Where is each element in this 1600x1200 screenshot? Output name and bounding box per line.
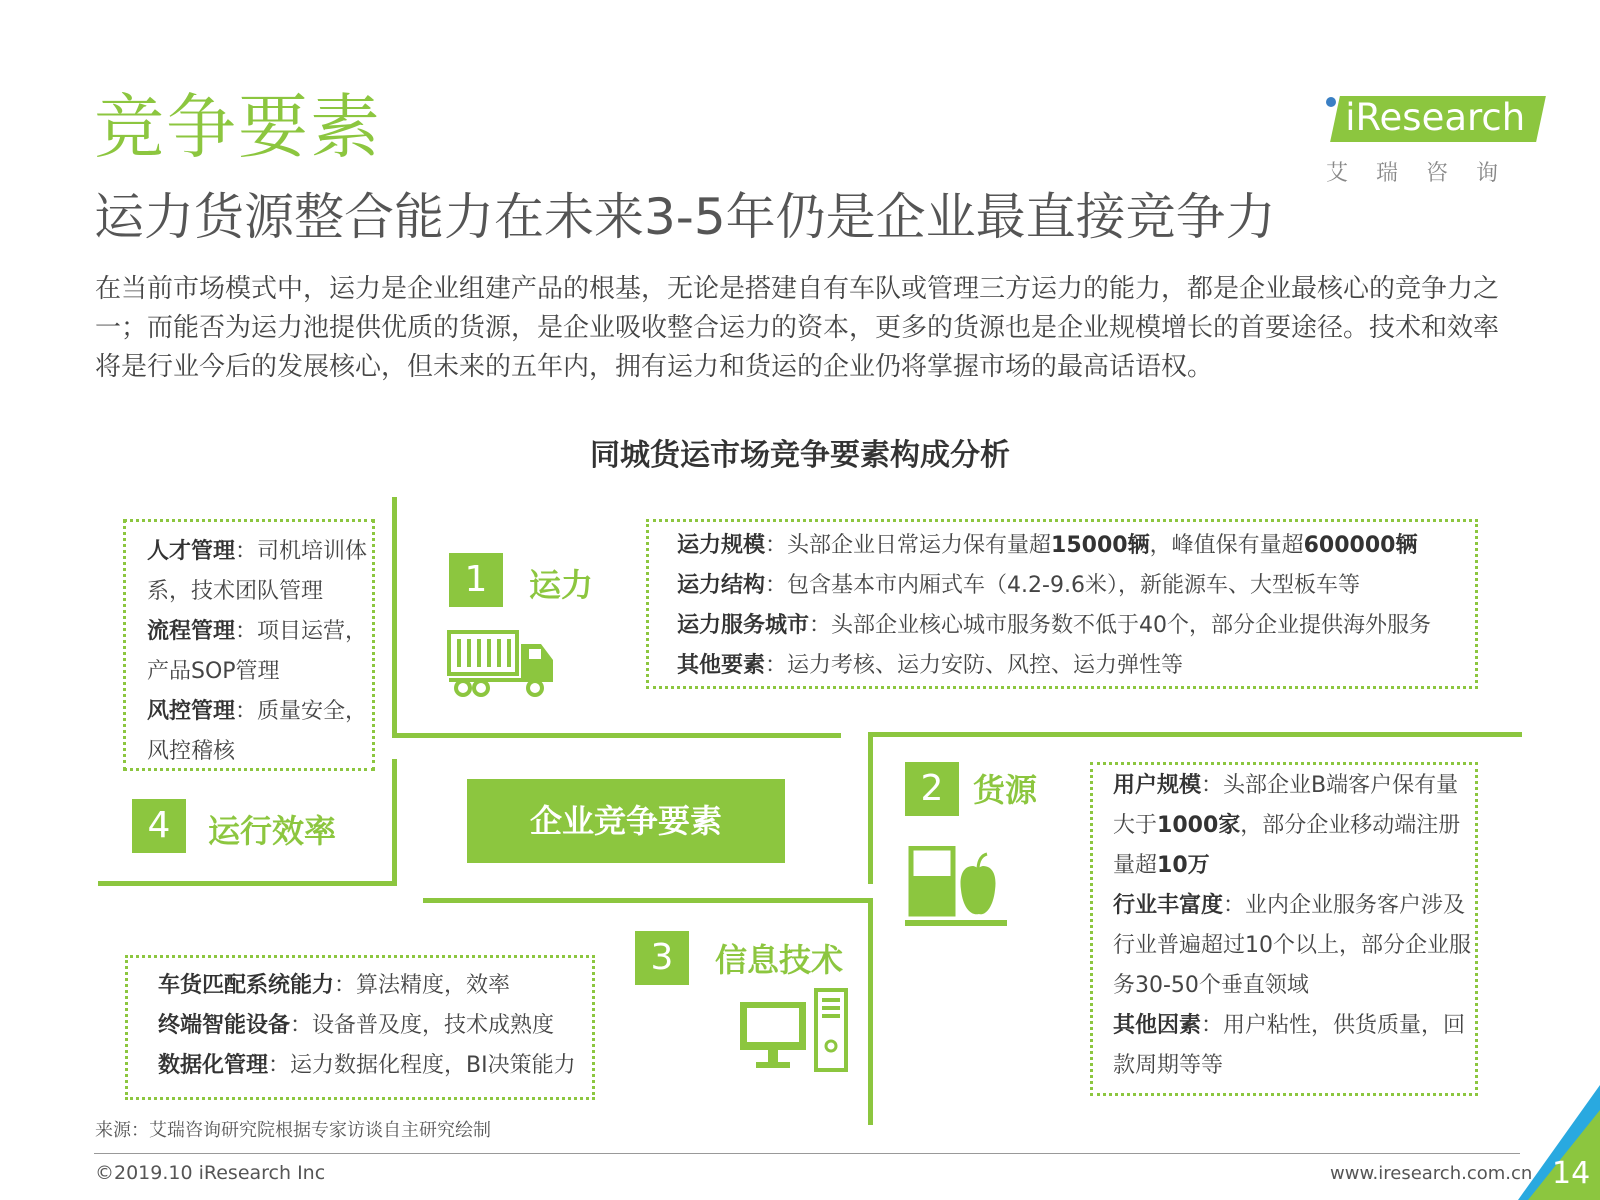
detail-text: ，部分企业移动端注册量超 xyxy=(1113,813,1461,878)
detail-text: 项目运营，产品SOP管理 xyxy=(147,619,368,684)
detail-separator: ： xyxy=(1223,893,1246,918)
section-number: 3 xyxy=(635,931,689,985)
detail-separator: ： xyxy=(765,573,788,598)
section-label-tech: 信息技术 xyxy=(715,941,844,979)
detail-item xyxy=(677,566,1475,606)
detail-item xyxy=(677,526,1475,566)
detail-text: 头部企业核心城市服务数不低于40个，部分企业提供海外服务 xyxy=(831,613,1432,638)
detail-text: 质量安全，风控稽核 xyxy=(147,699,368,764)
detail-item xyxy=(158,1006,592,1046)
divider-line xyxy=(98,881,397,886)
detail-text: 运力数据化程度，BI决策能力 xyxy=(290,1053,576,1078)
detail-item xyxy=(158,1046,592,1086)
detail-key: 数据化管理 xyxy=(158,1053,269,1078)
detail-item xyxy=(1113,1006,1475,1086)
section-label-capacity: 运力 xyxy=(529,566,594,604)
divider-line xyxy=(868,898,873,1125)
detail-separator: ： xyxy=(1201,1013,1224,1038)
detail-item xyxy=(158,966,592,1006)
detail-separator: ： xyxy=(235,619,258,644)
detail-key: 用户规模 xyxy=(1113,773,1202,798)
efficiency-details-box xyxy=(123,519,375,771)
detail-key: 运力规模 xyxy=(677,533,766,558)
truck-icon xyxy=(447,630,557,698)
diagram-title: 同城货运市场竞争要素构成分析 xyxy=(590,438,1010,473)
detail-key: 风控管理 xyxy=(147,699,236,724)
divider-line xyxy=(868,732,1522,737)
capacity-details-box xyxy=(646,519,1478,689)
detail-text: 用户粘性，供货质量，回款周期等等 xyxy=(1113,1013,1466,1078)
detail-separator: ： xyxy=(235,539,258,564)
detail-key: 行业丰富度 xyxy=(1113,893,1224,918)
detail-key: 终端智能设备 xyxy=(158,1013,291,1038)
detail-key: 车货匹配系统能力 xyxy=(158,973,335,998)
section-number: 1 xyxy=(449,553,503,607)
divider-line xyxy=(868,732,873,884)
website-link[interactable]: www.iresearch.com.cn xyxy=(1330,1163,1533,1184)
page-subtitle: 运力货源整合能力在未来3-5年仍是企业最直接竞争力 xyxy=(94,188,1276,246)
detail-item xyxy=(147,692,372,772)
detail-key: 其他因素 xyxy=(1113,1013,1202,1038)
detail-highlight: 15000辆 xyxy=(1051,533,1150,558)
detail-item xyxy=(677,646,1475,686)
divider-line xyxy=(392,497,397,737)
tech-details-box xyxy=(125,955,595,1100)
detail-text: 算法精度，效率 xyxy=(356,973,511,998)
detail-highlight: 1000家 xyxy=(1157,813,1241,838)
source-note: 来源：艾瑞咨询研究院根据专家访谈自主研究绘制 xyxy=(95,1120,491,1141)
divider-line xyxy=(392,733,841,738)
detail-separator: ： xyxy=(334,973,357,998)
detail-separator: ： xyxy=(765,653,788,678)
logo: iResearch xyxy=(1330,96,1546,142)
page-title: 竞争要素 xyxy=(94,86,382,168)
detail-key: 人才管理 xyxy=(147,539,236,564)
detail-highlight: 10万 xyxy=(1157,853,1210,878)
detail-item xyxy=(147,532,372,612)
detail-text: 业内企业服务客户涉及行业普遍超过10个以上，部分企业服务30-50个垂直领域 xyxy=(1113,893,1471,998)
divider-line xyxy=(392,759,397,885)
detail-text: 设备普及度，技术成熟度 xyxy=(312,1013,555,1038)
copyright: ©2019.10 iResearch Inc xyxy=(95,1162,326,1184)
detail-key: 运力结构 xyxy=(677,573,766,598)
supply-details-box xyxy=(1090,762,1478,1096)
detail-separator: ： xyxy=(268,1053,291,1078)
section-label-efficiency: 运行效率 xyxy=(208,812,337,850)
detail-separator: ： xyxy=(809,613,832,638)
detail-text: 运力考核、运力安防、风控、运力弹性等 xyxy=(787,653,1184,678)
intro-paragraph: 在当前市场模式中，运力是企业组建产品的根基，无论是搭建自有车队或管理三方运力的能力，都是企业最核心的竞争力之一；而能否为运力池提供优质的货源，是企业吸收整合运力的资本，更多的货源也是企业规模增长的首要途径。技术和效率将是行业今后的发展核心，但未来的五年内，拥有运力和货运的企业仍将掌握市场的最高话语权。 xyxy=(95,274,1500,382)
footer-divider xyxy=(94,1153,1520,1154)
section-number: 2 xyxy=(905,762,959,816)
detail-text: 司机培训体系，技术团队管理 xyxy=(147,539,368,604)
detail-text: 包含基本市内厢式车（4.2-9.6米），新能源车、大型板车等 xyxy=(787,573,1360,598)
detail-key: 运力服务城市 xyxy=(677,613,810,638)
detail-separator: ： xyxy=(235,699,258,724)
detail-text: 头部企业B端客户保有量大于 xyxy=(1113,773,1459,838)
computer-icon xyxy=(738,988,850,1074)
detail-separator: ： xyxy=(290,1013,313,1038)
detail-separator: ： xyxy=(1201,773,1224,798)
center-label: 企业竞争要素 xyxy=(467,779,785,863)
section-label-supply: 货源 xyxy=(973,771,1038,809)
divider-line xyxy=(423,898,873,903)
detail-separator: ： xyxy=(765,533,788,558)
detail-key: 流程管理 xyxy=(147,619,236,644)
detail-text: 头部企业日常运力保有量超 xyxy=(787,533,1052,558)
logo-subtitle: 艾瑞咨询 xyxy=(1326,161,1527,186)
detail-key: 其他要素 xyxy=(677,653,766,678)
food-icon xyxy=(905,846,1007,928)
detail-item xyxy=(147,612,372,692)
detail-text: ，峰值保有量超 xyxy=(1149,533,1304,558)
detail-highlight: 600000辆 xyxy=(1303,533,1418,558)
detail-item xyxy=(1113,886,1475,1006)
logo-dot xyxy=(1326,97,1336,107)
detail-item xyxy=(677,606,1475,646)
page-number: 14 xyxy=(1552,1156,1591,1191)
detail-item xyxy=(1113,766,1475,886)
section-number: 4 xyxy=(132,799,186,853)
